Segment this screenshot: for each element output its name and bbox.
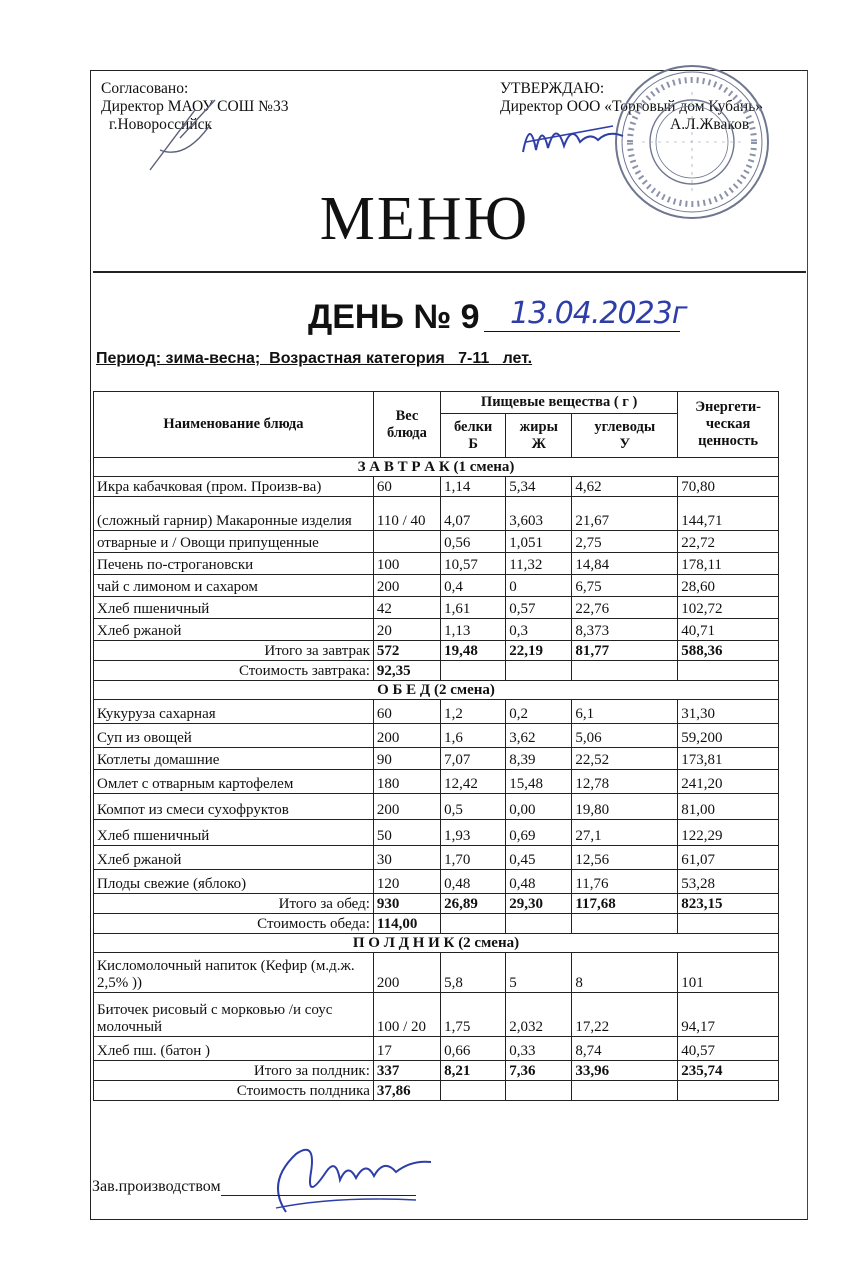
empty-cell: [572, 661, 678, 681]
dish-weight: 110 / 40: [373, 497, 440, 531]
total-protein: 26,89: [441, 894, 506, 914]
dish-protein: 10,57: [441, 553, 506, 575]
dish-protein: 0,56: [441, 531, 506, 553]
dish-name: (сложный гарнир) Макаронные изделия: [94, 497, 374, 531]
table-row: [94, 553, 779, 575]
dish-energy: 122,29: [678, 820, 779, 846]
empty-cell: [678, 1081, 779, 1101]
dish-energy: 40,57: [678, 1037, 779, 1061]
dish-carbs: 4,62: [572, 477, 678, 497]
section-header-snack: [94, 934, 779, 953]
dish-protein: 1,13: [441, 619, 506, 641]
table-row: [94, 993, 779, 1037]
dish-name: Хлеб ржаной: [94, 619, 374, 641]
total-fat: 29,30: [506, 894, 572, 914]
dish-carbs: 17,22: [572, 993, 678, 1037]
menu-table-body: [94, 458, 779, 1101]
dish-fat: 0,3: [506, 619, 572, 641]
dish-name: Омлет с отварным картофелем: [94, 770, 374, 794]
total-carbs: 33,96: [572, 1061, 678, 1081]
total-protein: 8,21: [441, 1061, 506, 1081]
approval-left-position: Директор МАОУ СОШ №33: [101, 98, 289, 115]
total-fat: 7,36: [506, 1061, 572, 1081]
dish-carbs: 22,52: [572, 748, 678, 770]
total-row-snack: [94, 1061, 779, 1081]
dish-weight: [373, 531, 440, 553]
dish-energy: 40,71: [678, 619, 779, 641]
dish-carbs: 2,75: [572, 531, 678, 553]
dish-carbs: 6,1: [572, 700, 678, 724]
footer-label: Зав.производством: [92, 1178, 221, 1195]
dish-weight: 200: [373, 724, 440, 748]
cost-value: 92,35: [373, 661, 440, 681]
dish-energy: 28,60: [678, 575, 779, 597]
dish-fat: 3,603: [506, 497, 572, 531]
dish-weight: 60: [373, 477, 440, 497]
dish-energy: 53,28: [678, 870, 779, 894]
header-energy: Энергети- ческая ценность: [678, 392, 779, 458]
section-header-lunch: [94, 681, 779, 700]
cost-label: Стоимость полдника: [94, 1081, 374, 1101]
dish-carbs: 22,76: [572, 597, 678, 619]
dish-carbs: 8: [572, 953, 678, 993]
dish-weight: 200: [373, 575, 440, 597]
left-signature: [140, 90, 230, 180]
dish-name: отварные и / Овощи припущенные: [94, 531, 374, 553]
table-row: [94, 700, 779, 724]
dish-carbs: 27,1: [572, 820, 678, 846]
empty-cell: [506, 914, 572, 934]
header-protein: белки Б: [441, 414, 506, 458]
total-protein: 19,48: [441, 641, 506, 661]
period-line: Период: зима-весна; Возрастная категория 7-11 лет.: [96, 350, 533, 367]
dish-fat: 5,34: [506, 477, 572, 497]
empty-cell: [441, 914, 506, 934]
dish-protein: 1,6: [441, 724, 506, 748]
cost-label: Стоимость обеда:: [94, 914, 374, 934]
cost-row-lunch: [94, 914, 779, 934]
dish-name: Компот из смеси сухофруктов: [94, 794, 374, 820]
footer-signature-line: [92, 1178, 416, 1196]
dish-energy: 144,71: [678, 497, 779, 531]
dish-weight: 100 / 20: [373, 993, 440, 1037]
dish-weight: 30: [373, 846, 440, 870]
table-row: [94, 748, 779, 770]
dish-name: Хлеб пшеничный: [94, 820, 374, 846]
dish-name: Икра кабачковая (пром. Произв-ва): [94, 477, 374, 497]
empty-cell: [572, 1081, 678, 1101]
table-row: [94, 846, 779, 870]
dish-protein: 1,14: [441, 477, 506, 497]
dish-protein: 1,75: [441, 993, 506, 1037]
dish-protein: 0,5: [441, 794, 506, 820]
section-title-lunch: [94, 681, 779, 700]
cost-row-snack: [94, 1081, 779, 1101]
table-row: [94, 531, 779, 553]
section-title-breakfast: [94, 458, 779, 477]
right-signature: [518, 112, 628, 162]
header-carbs: углеводы У: [572, 414, 678, 458]
dish-energy: 81,00: [678, 794, 779, 820]
dish-name: Кукуруза сахарная: [94, 700, 374, 724]
dish-weight: 50: [373, 820, 440, 846]
dish-carbs: 8,74: [572, 1037, 678, 1061]
section-header-breakfast: [94, 458, 779, 477]
dish-energy: 70,80: [678, 477, 779, 497]
cost-value: 37,86: [373, 1081, 440, 1101]
day-label: ДЕНЬ № 9: [308, 298, 480, 336]
dish-protein: 5,8: [441, 953, 506, 993]
dish-name: Суп из овощей: [94, 724, 374, 748]
dish-energy: 61,07: [678, 846, 779, 870]
section-shift-text: (2 смена): [458, 935, 520, 951]
table-row: [94, 794, 779, 820]
dish-fat: 2,032: [506, 993, 572, 1037]
dish-fat: 0,69: [506, 820, 572, 846]
title-divider: [93, 271, 806, 273]
total-weight: 337: [373, 1061, 440, 1081]
total-label: Итого за обед:: [94, 894, 374, 914]
dish-weight: 42: [373, 597, 440, 619]
dish-carbs: 12,56: [572, 846, 678, 870]
total-carbs: 81,77: [572, 641, 678, 661]
total-carbs: 117,68: [572, 894, 678, 914]
cost-label: Стоимость завтрака:: [94, 661, 374, 681]
cost-row-breakfast: [94, 661, 779, 681]
total-label: Итого за завтрак: [94, 641, 374, 661]
dish-energy: 59,200: [678, 724, 779, 748]
dish-weight: 100: [373, 553, 440, 575]
dish-name: Хлеб ржаной: [94, 846, 374, 870]
dish-carbs: 14,84: [572, 553, 678, 575]
section-title-text: П О Л Д Н И К: [352, 935, 455, 951]
dish-protein: 0,4: [441, 575, 506, 597]
section-shift-text: (2 смена): [434, 682, 495, 698]
table-row: [94, 477, 779, 497]
total-label: Итого за полдник:: [94, 1061, 374, 1081]
cost-value: 114,00: [373, 914, 440, 934]
dish-energy: 31,30: [678, 700, 779, 724]
dish-fat: 0: [506, 575, 572, 597]
dish-name: Кисломолочный напиток (Кефир (м.д.ж. 2,5% )): [94, 953, 374, 993]
dish-protein: 4,07: [441, 497, 506, 531]
empty-cell: [506, 661, 572, 681]
approval-right-signer: А.Л.Жваков: [670, 116, 750, 133]
signature-underline: [221, 1195, 416, 1196]
dish-protein: 1,2: [441, 700, 506, 724]
dish-fat: 0,57: [506, 597, 572, 619]
dish-name: Хлеб пшеничный: [94, 597, 374, 619]
dish-fat: 15,48: [506, 770, 572, 794]
dish-weight: 90: [373, 748, 440, 770]
menu-title: МЕНЮ: [319, 185, 530, 253]
header-fat: жиры Ж: [506, 414, 572, 458]
table-row: [94, 953, 779, 993]
table-row: [94, 497, 779, 531]
table-row: [94, 1037, 779, 1061]
dish-fat: 5: [506, 953, 572, 993]
dish-protein: 1,61: [441, 597, 506, 619]
dish-weight: 60: [373, 700, 440, 724]
dish-carbs: 21,67: [572, 497, 678, 531]
header-nutrients: Пищевые вещества ( г ): [441, 392, 678, 414]
dish-fat: 0,48: [506, 870, 572, 894]
empty-cell: [441, 661, 506, 681]
day-date-handwritten: 13.04.2023г: [484, 296, 680, 332]
dish-protein: 7,07: [441, 748, 506, 770]
menu-table: [93, 391, 779, 1101]
dish-carbs: 19,80: [572, 794, 678, 820]
dish-name: чай с лимоном и сахаром: [94, 575, 374, 597]
dish-name: Хлеб пш. (батон ): [94, 1037, 374, 1061]
table-row: [94, 870, 779, 894]
section-shift-text: (1 смена): [453, 459, 515, 475]
dish-weight: 17: [373, 1037, 440, 1061]
dish-carbs: 12,78: [572, 770, 678, 794]
dish-fat: 0,2: [506, 700, 572, 724]
dish-carbs: 11,76: [572, 870, 678, 894]
approval-right-position: Директор ООО «Торговый дом Кубань»: [500, 98, 764, 115]
dish-weight: 120: [373, 870, 440, 894]
section-title-snack: [94, 934, 779, 953]
total-fat: 22,19: [506, 641, 572, 661]
dish-carbs: 5,06: [572, 724, 678, 748]
dish-energy: 241,20: [678, 770, 779, 794]
dish-weight: 200: [373, 794, 440, 820]
empty-cell: [678, 661, 779, 681]
dish-fat: 1,051: [506, 531, 572, 553]
approval-left-city: г.Новороссийск: [109, 116, 213, 133]
empty-cell: [572, 914, 678, 934]
table-row: [94, 597, 779, 619]
total-row-lunch: [94, 894, 779, 914]
dish-fat: 11,32: [506, 553, 572, 575]
total-weight: 572: [373, 641, 440, 661]
dish-protein: 0,48: [441, 870, 506, 894]
table-row: [94, 770, 779, 794]
approval-right-heading: УТВЕРЖДАЮ:: [500, 80, 605, 97]
dish-carbs: 6,75: [572, 575, 678, 597]
table-row: [94, 724, 779, 748]
dish-name: Котлеты домашние: [94, 748, 374, 770]
dish-energy: 101: [678, 953, 779, 993]
table-row: [94, 820, 779, 846]
menu-table-header: [94, 392, 779, 458]
section-title-text: О Б Е Д: [377, 682, 431, 698]
table-row: [94, 619, 779, 641]
dish-fat: 0,00: [506, 794, 572, 820]
total-energy: 588,36: [678, 641, 779, 661]
dish-protein: 1,70: [441, 846, 506, 870]
dish-protein: 0,66: [441, 1037, 506, 1061]
total-energy: 823,15: [678, 894, 779, 914]
dish-name: Биточек рисовый с морковью /и соус молочный: [94, 993, 374, 1037]
dish-protein: 12,42: [441, 770, 506, 794]
dish-energy: 178,11: [678, 553, 779, 575]
dish-energy: 173,81: [678, 748, 779, 770]
dish-carbs: 8,373: [572, 619, 678, 641]
dish-weight: 20: [373, 619, 440, 641]
dish-fat: 8,39: [506, 748, 572, 770]
table-row: [94, 575, 779, 597]
total-row-breakfast: [94, 641, 779, 661]
approval-left-heading: Согласовано:: [101, 80, 189, 97]
dish-energy: 102,72: [678, 597, 779, 619]
dish-weight: 180: [373, 770, 440, 794]
dish-fat: 0,33: [506, 1037, 572, 1061]
empty-cell: [506, 1081, 572, 1101]
dish-fat: 3,62: [506, 724, 572, 748]
empty-cell: [441, 1081, 506, 1101]
total-weight: 930: [373, 894, 440, 914]
dish-name: Плоды свежие (яблоко): [94, 870, 374, 894]
total-energy: 235,74: [678, 1061, 779, 1081]
dish-name: Печень по-строгановски: [94, 553, 374, 575]
header-weight: Вес блюда: [373, 392, 440, 458]
dish-energy: 94,17: [678, 993, 779, 1037]
section-title-text: З А В Т Р А К: [357, 459, 450, 475]
dish-protein: 1,93: [441, 820, 506, 846]
dish-weight: 200: [373, 953, 440, 993]
dish-energy: 22,72: [678, 531, 779, 553]
dish-fat: 0,45: [506, 846, 572, 870]
header-dish-name: Наименование блюда: [94, 392, 374, 458]
empty-cell: [678, 914, 779, 934]
